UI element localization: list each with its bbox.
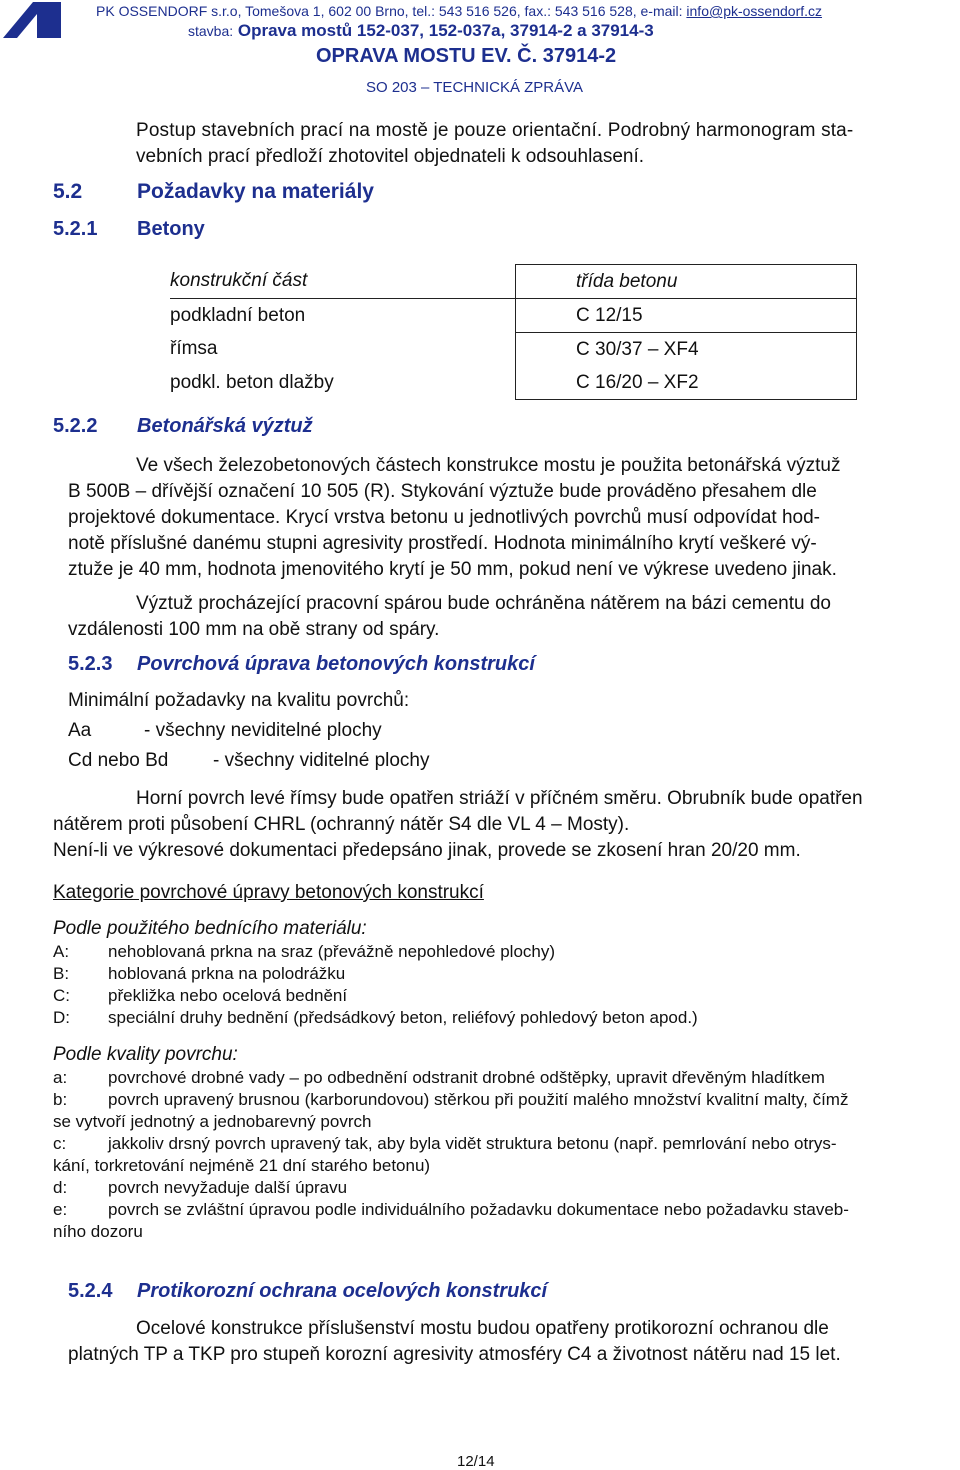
text-line: B 500B – dřívější označení 10 505 (R). Stykování výztuže bude prováděno přesahem dle bbox=[68, 481, 817, 502]
list-text: povrchové drobné vady – po odbednění odstranit drobné odštěpky, upravit dřevěným hladítkem bbox=[108, 1068, 825, 1087]
section-title: Protikorozní ochrana ocelových konstrukcí bbox=[137, 1280, 548, 1302]
cd-text: - všechny viditelné plochy bbox=[213, 750, 430, 771]
aa-label: Aa bbox=[68, 720, 92, 741]
quality-heading: Podle kvality povrchu: bbox=[53, 1044, 238, 1065]
table-header-cell: konstrukční část bbox=[170, 265, 516, 299]
list-item-continuation: kání, torkretování nejméně 21 dní starého betonu) bbox=[53, 1156, 431, 1175]
section-5-2-2-heading bbox=[53, 415, 313, 438]
list-text: jakkoliv drsný povrch upravený tak, aby byla vidět struktura betonu (např. pemrlování nebo otrys- bbox=[108, 1134, 837, 1153]
list-item bbox=[53, 1177, 953, 1199]
list-key: C: bbox=[53, 986, 70, 1005]
beton-table bbox=[170, 264, 857, 400]
table-header-row bbox=[170, 265, 857, 299]
list-text: nehoblovaná prkna na sraz (převážně nepohledové plochy) bbox=[108, 942, 556, 961]
list-text: hoblovaná prkna na polodrážku bbox=[108, 964, 346, 983]
list-item bbox=[53, 1067, 953, 1089]
stavba-label: stavba: bbox=[188, 23, 234, 39]
section-number: 5.2.1 bbox=[53, 218, 98, 240]
header-subtitle: OPRAVA MOSTU EV. Č. 37914-2 bbox=[316, 45, 617, 67]
section-title: Požadavky na materiály bbox=[137, 180, 374, 203]
section-5-2-1-heading bbox=[53, 218, 205, 241]
table-cell: C 30/37 – XF4 bbox=[516, 333, 857, 367]
list-key: d: bbox=[53, 1178, 68, 1197]
text-line: vzdálenosti 100 mm na obě strany od spáry. bbox=[68, 619, 440, 640]
list-item-continuation: se vytvoří jednotný a jednobarevný povrch bbox=[53, 1112, 372, 1131]
vyztuz-paragraph-2 bbox=[68, 591, 831, 643]
text-line: projektové dokumentace. Krycí vrstva betonu u jednotlivých povrchů musí odpovídat hod- bbox=[68, 507, 820, 528]
section-5-2-heading bbox=[53, 180, 374, 204]
list-text: překližka nebo ocelová bednění bbox=[108, 986, 348, 1005]
section-5-2-4-heading bbox=[68, 1280, 547, 1303]
list-key: A: bbox=[53, 942, 70, 961]
table-row bbox=[170, 366, 857, 400]
list-text: speciální druhy bednění (předsádkový beton, reliéfový pohledový beton apod.) bbox=[108, 1008, 698, 1027]
section-number: 5.2 bbox=[53, 180, 83, 203]
table-cell: C 16/20 – XF2 bbox=[516, 366, 857, 400]
quality-list bbox=[53, 1067, 953, 1243]
table-row bbox=[170, 299, 857, 333]
table-cell: římsa bbox=[170, 333, 516, 367]
list-text: povrch nevyžaduje další úpravu bbox=[108, 1178, 348, 1197]
surface-paragraph bbox=[53, 786, 863, 864]
text-line: notě příslušné danému stupni agresivity prostředí. Hodnota minimálního krytí veškeré vý- bbox=[68, 533, 817, 554]
stavba-value: Oprava mostů 152-037, 152-037a, 37914-2 a 37914-3 bbox=[237, 21, 654, 40]
list-item bbox=[53, 1089, 953, 1111]
kategorie-title: Kategorie povrchové úpravy betonových konstrukcí bbox=[53, 882, 484, 903]
list-item-continuation: ního dozoru bbox=[53, 1222, 143, 1241]
cd-label: Cd nebo Bd bbox=[68, 750, 169, 771]
text-line: Ve všech železobetonových částech konstrukce mostu je použita betonářská výztuž bbox=[136, 455, 841, 476]
section-number: 5.2.3 bbox=[68, 653, 113, 675]
company-line bbox=[96, 2, 822, 20]
list-key: B: bbox=[53, 964, 70, 983]
table-row bbox=[170, 333, 857, 367]
text-line: Ocelové konstrukce příslušenství mostu budou opatřeny protikorozní ochranou dle bbox=[136, 1318, 829, 1339]
text-line: Není-li ve výkresové dokumentaci předepsáno jinak, provede se zkosení hran 20/20 mm. bbox=[53, 840, 801, 861]
list-item bbox=[53, 1199, 953, 1221]
table-cell: podkladní beton bbox=[170, 299, 516, 333]
company-logo-icon bbox=[3, 2, 61, 38]
list-item bbox=[53, 963, 698, 985]
company-logo bbox=[3, 2, 61, 38]
vyztuz-paragraph-1 bbox=[68, 453, 933, 583]
list-key: b: bbox=[53, 1090, 68, 1109]
text-line: platných TP a TKP pro stupeň korozní agresivity atmosféry C4 a životnost nátěru nad 15 let. bbox=[68, 1344, 841, 1365]
text-line: Výztuž procházející pracovní spárou bude ochráněna nátěrem na bázi cementu do bbox=[136, 593, 831, 614]
section-5-2-3-heading bbox=[68, 653, 535, 676]
section-number: 5.2.4 bbox=[68, 1280, 113, 1302]
section-title: Povrchová úprava betonových konstrukcí bbox=[137, 653, 535, 675]
text-line: ztuže je 40 mm, hodnota jmenovitého krytí je 50 mm, pokud není ve výkrese uvedeno jinak. bbox=[68, 559, 837, 580]
stavba-line bbox=[188, 20, 654, 42]
table-cell: C 12/15 bbox=[516, 299, 857, 333]
header-section-label: SO 203 – TECHNICKÁ ZPRÁVA bbox=[366, 79, 584, 96]
list-key: D: bbox=[53, 1008, 70, 1027]
aa-text: - všechny neviditelné plochy bbox=[144, 720, 382, 741]
list-item bbox=[53, 985, 698, 1007]
list-item bbox=[53, 941, 698, 963]
material-list bbox=[53, 941, 698, 1029]
list-item bbox=[53, 1007, 698, 1029]
intro-line-2: vebních prací předloží zhotovitel objednateli k odsouhlasení. bbox=[136, 146, 645, 167]
list-key: e: bbox=[53, 1200, 68, 1219]
list-key: c: bbox=[53, 1134, 67, 1153]
page-number: 12/14 bbox=[457, 1453, 495, 1470]
company-info: PK OSSENDORF s.r.o, Tomešova 1, 602 00 Brno, tel.: 543 516 526, fax.: 543 516 528, e-mail: bbox=[96, 3, 687, 19]
material-heading: Podle použitého bednícího materiálu: bbox=[53, 918, 367, 939]
min-requirements: Minimální požadavky na kvalitu povrchů: bbox=[68, 690, 410, 711]
intro-line-1: Postup stavebních prací na mostě je pouze orientační. Podrobný harmonogram sta- bbox=[136, 120, 854, 141]
list-item bbox=[53, 1133, 953, 1155]
list-text: povrch se zvláštní úpravou podle individuálního požadavku dokumentace nebo požadavku staveb- bbox=[108, 1200, 849, 1219]
table-header-cell: třída betonu bbox=[516, 265, 857, 299]
beton-table-wrapper bbox=[170, 264, 857, 400]
list-text: povrch upravený brusnou (karborundovou) stěrkou při použití malého množství kvalitní malty, čímž bbox=[108, 1090, 849, 1109]
email-link[interactable]: info@pk-ossendorf.cz bbox=[686, 3, 823, 19]
section-title: Betony bbox=[137, 218, 205, 240]
section-number: 5.2.2 bbox=[53, 415, 98, 437]
list-key: a: bbox=[53, 1068, 68, 1087]
table-cell: podkl. beton dlažby bbox=[170, 366, 516, 400]
text-line: nátěrem proti působení CHRL (ochranný nátěr S4 dle VL 4 – Mosty). bbox=[53, 814, 630, 835]
section-title: Betonářská výztuž bbox=[137, 415, 313, 437]
text-line: Horní povrch levé římsy bude opatřen striáží v příčném směru. Obrubník bude opatřen bbox=[136, 788, 863, 809]
korozni-paragraph bbox=[68, 1316, 841, 1368]
